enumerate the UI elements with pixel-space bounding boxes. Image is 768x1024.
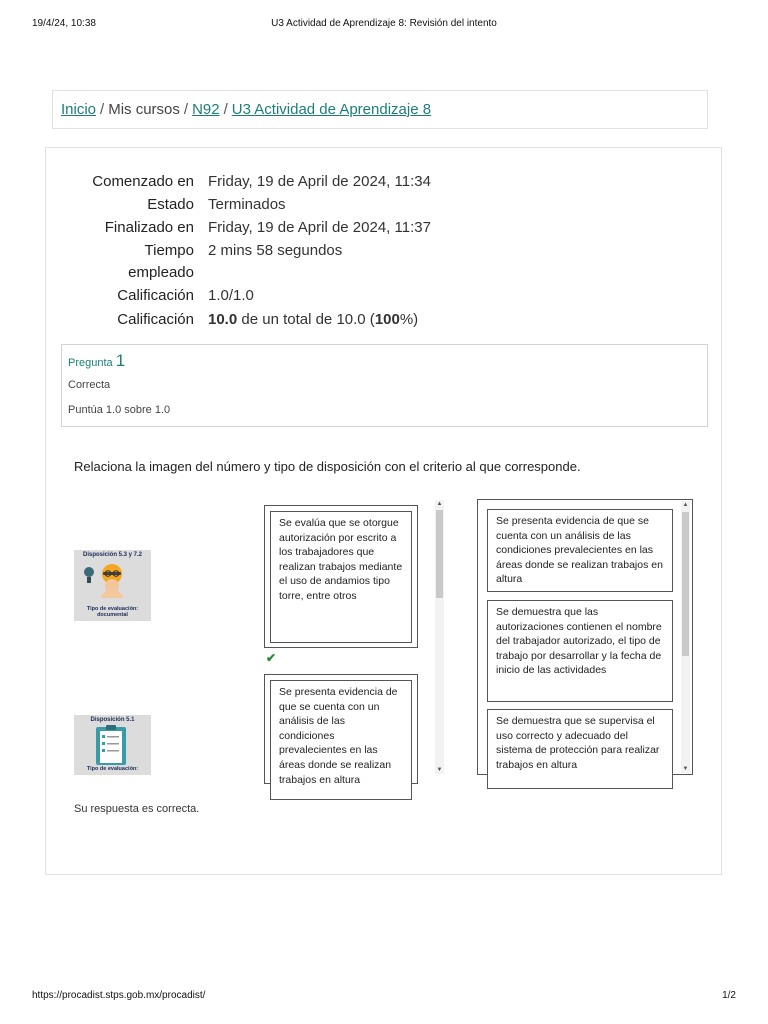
- breadcrumb: [52, 90, 708, 129]
- state-value: Terminados: [208, 196, 286, 213]
- item-1-caption-bottom: [74, 606, 151, 619]
- item-1-caption-top: Disposición 5.3 y 7.2: [82, 552, 143, 558]
- scroll-down-icon[interactable]: ▼: [436, 767, 443, 773]
- item-1-caption-line-2: documental: [97, 612, 128, 619]
- marks-label: Calificación: [117, 287, 194, 304]
- placed-answer-1[interactable]: Se evalúa que se otorgue autorización por escrito a los trabajadores que realizan trabajos mediante el uso de andamios tipo torre, entre otros: [270, 511, 412, 643]
- print-url: https://procadist.stps.gob.mx/procadist/: [32, 990, 206, 1001]
- item-image-2: [74, 715, 151, 775]
- drop-zones-scrollbar[interactable]: [435, 500, 444, 774]
- state-label: Estado: [147, 196, 194, 213]
- scrollbar-thumb[interactable]: [682, 512, 689, 656]
- scroll-up-icon[interactable]: ▲: [682, 502, 689, 508]
- question-mark: Puntúa 1.0 sobre 1.0: [68, 404, 171, 416]
- print-header: [32, 18, 736, 32]
- grade-value: [208, 311, 418, 328]
- question-label: Pregunta: [68, 357, 113, 369]
- grade-label: Calificación: [117, 311, 194, 328]
- question-prompt: Relaciona la imagen del número y tipo de disposición con el criterio al que corresponde.: [74, 459, 581, 474]
- breadcrumb-courses: Mis cursos: [108, 101, 180, 118]
- item-1-caption-line-1: Tipo de evaluación:: [86, 605, 139, 612]
- check-icon: ✔: [266, 651, 277, 665]
- choice-item-3[interactable]: Se demuestra que se supervisa el uso correcto y adecuado del sistema de protección para realizar trabajos en altura: [487, 709, 673, 789]
- finished-value: Friday, 19 de April de 2024, 11:37: [208, 219, 431, 236]
- drop-zones-panel[interactable]: [264, 500, 450, 786]
- breadcrumb-home-link[interactable]: Inicio: [61, 101, 97, 118]
- question-info-box: [61, 344, 708, 427]
- choices-scrollbar[interactable]: [681, 501, 690, 773]
- drop-zone-2[interactable]: [264, 674, 418, 784]
- breadcrumb-activity-link[interactable]: U3 Actividad de Aprendizaje 8: [231, 101, 432, 118]
- time-value: 2 mins 58 segundos: [208, 242, 343, 259]
- time-label-2: empleado: [128, 264, 194, 281]
- question-state: Correcta: [68, 379, 111, 391]
- breadcrumb-separator: /: [223, 101, 228, 118]
- grade-tail: %): [399, 311, 419, 328]
- print-footer: [32, 990, 736, 1004]
- print-page-number: 1/2: [722, 990, 736, 1001]
- feedback-text: Su respuesta es correcta.: [74, 803, 200, 815]
- item-2-caption-top: Disposición 5.1: [90, 717, 135, 723]
- breadcrumb-course-link[interactable]: N92: [192, 101, 220, 118]
- grade-percent: 100: [374, 311, 400, 328]
- breadcrumb-separator: /: [100, 101, 105, 118]
- question-number: [68, 351, 125, 371]
- choices-panel[interactable]: [477, 499, 693, 775]
- placed-answer-2[interactable]: Se presenta evidencia de que se cuenta con un análisis de las condiciones prevalecientes en las áreas donde se realizan trabajos en altura: [270, 680, 412, 800]
- question-number-value: 1: [115, 351, 126, 370]
- breadcrumb-separator: /: [183, 101, 189, 118]
- grade-mid: de un total de 10.0 (: [237, 311, 375, 328]
- time-label-1: Tiempo: [144, 242, 194, 259]
- finished-label: Finalizado en: [104, 219, 194, 236]
- choice-item-1[interactable]: Se presenta evidencia de que se cuenta con un análisis de las condiciones prevalecientes en las áreas donde se realizan trabajos en altura: [487, 509, 673, 592]
- scroll-up-icon[interactable]: ▲: [436, 501, 443, 507]
- scroll-down-icon[interactable]: ▼: [682, 766, 689, 772]
- attempt-review-card: [45, 147, 722, 875]
- choice-item-2[interactable]: Se demuestra que las autorizaciones contienen el nombre del trabajador autorizado, el tipo de trabajo por desarrollar y la fecha de inicio de las actividades: [487, 600, 673, 702]
- print-datetime: 19/4/24, 10:38: [32, 18, 96, 29]
- grade-strong: 10.0: [208, 311, 238, 328]
- started-value: Friday, 19 de April de 2024, 11:34: [208, 173, 431, 190]
- item-2-caption-bottom: Tipo de evaluación:: [86, 766, 139, 773]
- drop-zone-1[interactable]: [264, 505, 418, 648]
- print-doc-title: U3 Actividad de Aprendizaje 8: Revisión del intento: [271, 18, 497, 29]
- started-label: Comenzado en: [92, 173, 194, 190]
- marks-value: 1.0/1.0: [208, 287, 254, 304]
- item-image-1: [74, 550, 151, 621]
- scrollbar-thumb[interactable]: [436, 510, 443, 598]
